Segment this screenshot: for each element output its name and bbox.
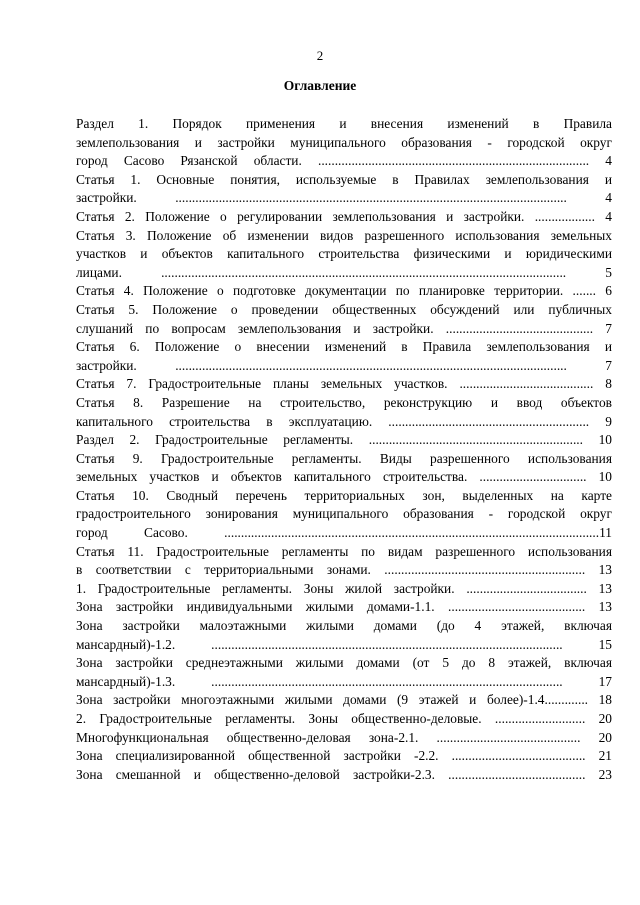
toc-entry[interactable] <box>76 338 612 375</box>
toc-entry[interactable] <box>76 691 612 710</box>
toc-entry-line: слушаний по вопросам землепользования и застройки. ............................................ 7 <box>76 320 612 336</box>
toc-entry[interactable] <box>76 580 612 599</box>
toc-entry-line: Зона смешанной и общественно-деловой застройки-2.3. ......................................... 23 <box>76 766 612 782</box>
toc-entry[interactable] <box>76 431 612 450</box>
toc-entry-line: 1. Градостроительные регламенты. Зоны жилой застройки. .................................... 13 <box>76 580 612 596</box>
table-of-contents <box>76 115 612 784</box>
toc-entry[interactable] <box>76 487 612 543</box>
toc-title: Оглавление <box>283 78 357 93</box>
toc-entry-line: мансардный)-1.2. ......................................................................................................... 15 <box>76 636 612 652</box>
toc-entry-line: Статья 8. Разрешение на строительство, реконструкцию и ввод объектов <box>76 394 612 410</box>
toc-entry[interactable] <box>76 375 612 394</box>
toc-entry-line: участков и объектов капитального строительства физическими и юридическими <box>76 246 612 262</box>
toc-entry-line: застройки. ..................................................................................................................... 4 <box>76 190 612 206</box>
toc-entry-line: Статья 11. Градостроительные регламенты по видам разрешенного использования <box>76 543 612 559</box>
toc-entry-line: Зона застройки малоэтажными жилыми домами (до 4 этажей, включая <box>76 618 612 634</box>
toc-entry[interactable] <box>76 598 612 617</box>
page-number: 2 <box>316 48 324 63</box>
toc-entry[interactable] <box>76 394 612 431</box>
toc-entry-line: Статья 4. Положение о подготовке документации по планировке территории. ....... 6 <box>76 283 612 299</box>
toc-entry-line: город Сасово. ................................................................................................................11 <box>76 525 612 541</box>
toc-entry-line: застройки. ..................................................................................................................... 7 <box>76 357 612 373</box>
toc-entry-line: Статья 3. Положение об изменении видов разрешенного использования земельных <box>76 227 612 243</box>
toc-entry-line: Статья 5. Положение о проведении общественных обсуждений или публичных <box>76 301 612 317</box>
toc-entry-line: Статья 1. Основные понятия, используемые в Правилах землепользования и <box>76 171 612 187</box>
toc-entry[interactable] <box>76 208 612 227</box>
toc-entry[interactable] <box>76 227 612 283</box>
toc-entry-line: Раздел 2. Градостроительные регламенты. ................................................................ 10 <box>76 432 612 448</box>
toc-entry-line: Статья 7. Градостроительные планы земельных участков. ........................................ 8 <box>76 376 612 392</box>
toc-entry-line: лицами. ......................................................................................................................... 5 <box>76 264 612 280</box>
toc-entry[interactable] <box>76 543 612 580</box>
toc-entry[interactable] <box>76 301 612 338</box>
toc-entry-line: Статья 10. Сводный перечень территориальных зон, выделенных на карте <box>76 487 612 503</box>
toc-entry-line: землепользования и застройки муниципального образования - городской округ <box>76 134 612 150</box>
toc-entry-line: градостроительного зонирования муниципального образования - городской округ <box>76 506 612 522</box>
toc-entry-line: Раздел 1. Порядок применения и внесения изменений в Правила <box>76 116 612 131</box>
toc-entry-line: Зона застройки индивидуальными жилыми домами-1.1. ......................................... 13 <box>76 599 612 615</box>
toc-entry[interactable] <box>76 766 612 785</box>
toc-entry[interactable] <box>76 729 612 748</box>
toc-entry-line: капитального строительства в эксплуатацию. ............................................................ 9 <box>76 413 612 429</box>
toc-entry[interactable] <box>76 450 612 487</box>
toc-entry[interactable] <box>76 617 612 654</box>
toc-entry-line: 2. Градостроительные регламенты. Зоны общественно-деловые. ........................... 20 <box>76 711 612 726</box>
toc-entry-line: Многофункциональная общественно-деловая зона-2.1. ........................................... 20 <box>76 729 612 745</box>
toc-entry-line: Зона специализированной общественной застройки -2.2. ........................................ 21 <box>76 748 612 764</box>
toc-entry-line: Зона застройки среднеэтажными жилыми домами (от 5 до 8 этажей, включая <box>76 655 612 671</box>
toc-entry[interactable] <box>76 654 612 691</box>
toc-entry[interactable] <box>76 747 612 766</box>
toc-entry-line: Статья 2. Положение о регулировании землепользования и застройки. .................. 4 <box>76 208 612 224</box>
toc-entry-line: Статья 9. Градостроительные регламенты. Виды разрешенного использования <box>76 450 612 466</box>
toc-entry-line: Зона застройки многоэтажными жилыми домами (9 этажей и более)-1.4............. 18 <box>76 692 612 708</box>
toc-entry-line: земельных участков и объектов капитального строительства. ................................ 10 <box>76 469 612 485</box>
toc-entry-line: Статья 6. Положение о внесении изменений в Правила землепользования и <box>76 339 612 355</box>
toc-entry-line: в соответствии с территориальными зонами. ............................................................ 13 <box>76 562 612 578</box>
toc-entry-line: город Сасово Рязанской области. ................................................................................. 4 <box>76 153 612 169</box>
toc-entry[interactable] <box>76 115 612 171</box>
toc-entry-line: мансардный)-1.3. ......................................................................................................... 17 <box>76 673 612 689</box>
toc-entry[interactable] <box>76 282 612 301</box>
toc-entry[interactable] <box>76 171 612 208</box>
toc-entry[interactable] <box>76 710 612 729</box>
